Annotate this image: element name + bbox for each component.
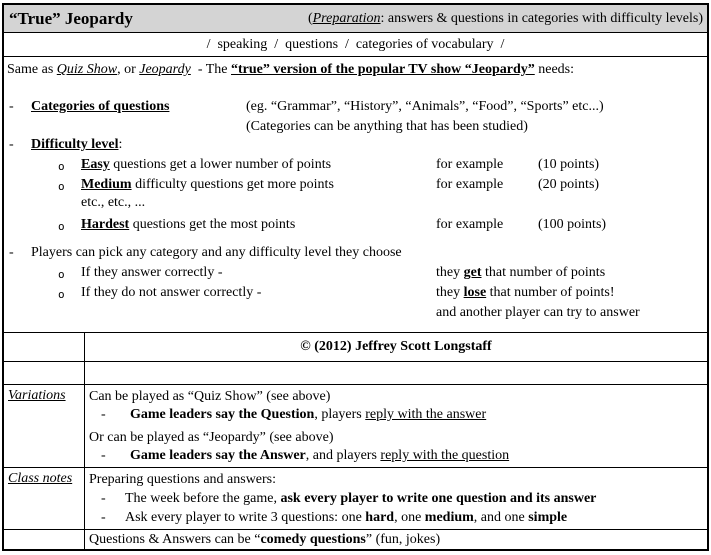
preparation-note: (Preparation: answers & questions in categories with difficulty levels): [307, 10, 703, 26]
medium-for-example: for example: [436, 177, 504, 192]
spacer-right-cell: [85, 362, 707, 384]
answer-correct-result: they get that number of points: [436, 265, 606, 280]
dash-bullet: -: [9, 245, 14, 260]
intro-line: Same as Quiz Show, or Jeopardy - The “true” version of the popular TV show “Jeopardy” needs:: [7, 62, 575, 77]
circle-bullet: o: [58, 220, 65, 233]
skill-tags: / speaking / questions / categories of vocabulary /: [206, 36, 505, 52]
medium-line: Medium difficulty questions get more points: [81, 177, 334, 192]
variations-row: [4, 384, 707, 467]
header-row: [4, 5, 707, 32]
variations-line-3: Or can be played as “Jeopardy” (see above): [89, 430, 334, 445]
circle-bullet: o: [58, 268, 65, 281]
players-line: Players can pick any category and any difficulty level they choose: [31, 245, 402, 260]
dash-bullet: -: [101, 448, 106, 463]
variations-content-cell: [85, 385, 707, 467]
worksheet-table: [2, 3, 709, 551]
class-notes-label-cell: [4, 468, 85, 529]
variations-label-cell: [4, 385, 85, 467]
easy-line: Easy questions get a lower number of points: [81, 157, 332, 172]
copyright-row: [4, 332, 707, 361]
categories-example-1: (eg. “Grammar”, “History”, “Animals”, “Food”, “Sports” etc...): [246, 99, 604, 114]
copyright-left-cell: [4, 333, 85, 361]
categories-example-2: (Categories can be anything that has been studied): [246, 119, 528, 134]
variations-label: Variations: [8, 388, 66, 403]
copyright-text: © (2012) Jeffrey Scott Longstaff: [300, 339, 492, 354]
medium-points: (20 points): [538, 177, 600, 192]
circle-bullet: o: [58, 180, 65, 193]
dash-bullet: -: [101, 407, 106, 422]
hardest-line: Hardest questions get the most points: [81, 217, 296, 232]
answer-incorrect-result: they lose that number of points!: [436, 285, 615, 300]
page-title: “True” Jeopardy: [9, 8, 133, 28]
dash-bullet: -: [9, 99, 14, 114]
class-notes-line-3: Ask every player to write 3 questions: one hard, one medium, and one simple: [125, 510, 568, 525]
spacer-row: [4, 361, 707, 384]
hardest-for-example: for example: [436, 217, 504, 232]
difficulty-label: Difficulty level:: [31, 137, 123, 152]
circle-bullet: o: [58, 160, 65, 173]
tags-row: [4, 32, 707, 56]
main-description-cell: [4, 56, 707, 332]
footer-row: [4, 529, 707, 549]
circle-bullet: o: [58, 288, 65, 301]
dash-bullet: -: [9, 137, 14, 152]
variations-line-4: Game leaders say the Answer, and players reply with the question: [130, 448, 510, 463]
copyright-right-cell: [85, 333, 707, 361]
class-notes-content-cell: [85, 468, 707, 529]
easy-for-example: for example: [436, 157, 504, 172]
class-notes-row: [4, 467, 707, 529]
etc-line: etc., etc., ...: [81, 195, 146, 210]
hardest-points: (100 points): [538, 217, 607, 232]
answer-incorrect-line: If they do not answer correctly -: [81, 285, 262, 300]
categories-label: Categories of questions: [31, 99, 170, 114]
footer-left-cell: [4, 530, 85, 549]
footer-line: Questions & Answers can be “comedy questions” (fun, jokes): [89, 532, 441, 547]
easy-points: (10 points): [538, 157, 600, 172]
class-notes-label: Class notes: [8, 471, 73, 486]
answer-correct-line: If they answer correctly -: [81, 265, 223, 280]
spacer-left-cell: [4, 362, 85, 384]
dash-bullet: -: [101, 491, 106, 506]
variations-line-2: Game leaders say the Question, players reply with the answer: [130, 407, 487, 422]
variations-line-1: Can be played as “Quiz Show” (see above): [89, 389, 331, 404]
footer-content-cell: [85, 530, 707, 549]
another-player-line: and another player can try to answer: [436, 305, 640, 320]
dash-bullet: -: [101, 510, 106, 525]
class-notes-line-2: The week before the game, ask every player to write one question and its answer: [125, 491, 597, 506]
class-notes-line-1: Preparing questions and answers:: [89, 472, 277, 487]
